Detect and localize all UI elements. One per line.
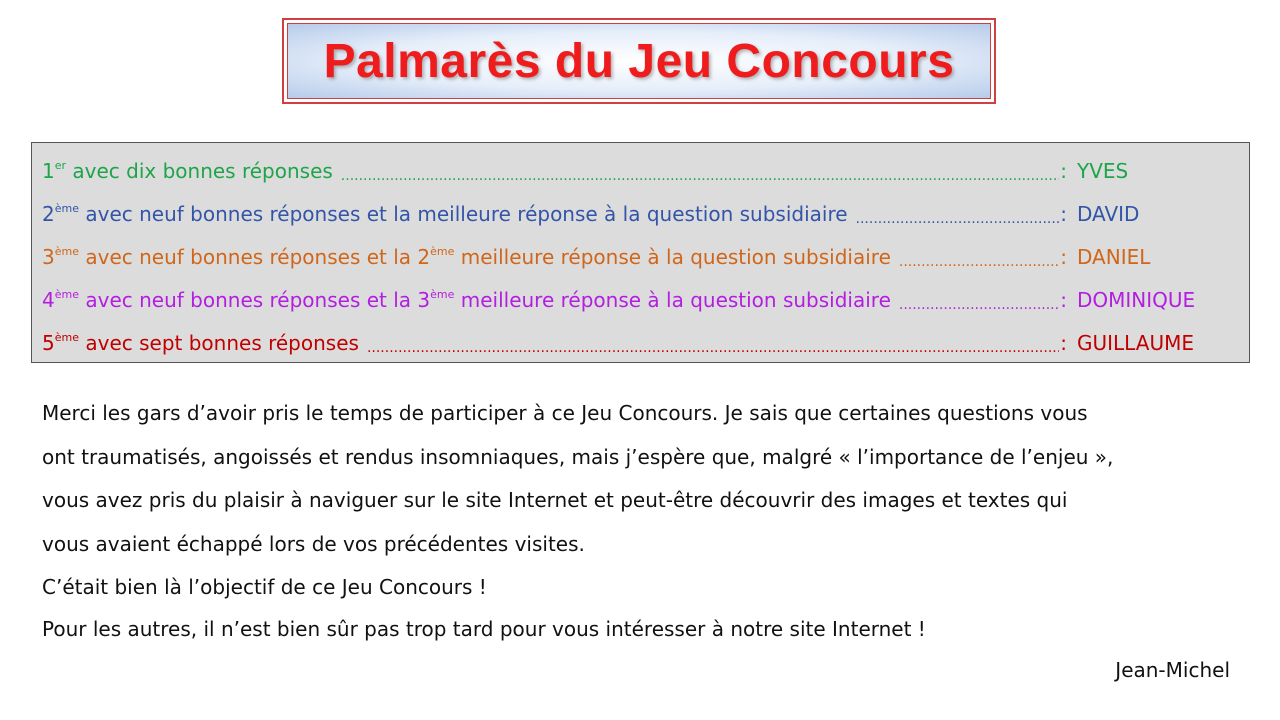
dot-leader [899, 249, 1059, 269]
title-banner-inner [287, 23, 991, 99]
message-line: Merci les gars d’avoir pris le temps de participer à ce Jeu Concours. Je sais que certaines questions vous [42, 401, 1088, 425]
ranking-row-4 [42, 278, 1249, 321]
separator: : [1060, 330, 1067, 355]
ranking-label-1: 1er avec dix bonnes réponses [42, 158, 333, 183]
thank-you-message [42, 392, 1242, 650]
winner-name-5: GUILLAUME [1077, 330, 1194, 355]
message-line: ont traumatisés, angoissés et rendus insomniaques, mais j’espère que, malgré « l’importance de l’enjeu », [42, 444, 1114, 469]
winner-name-4: DOMINIQUE [1077, 287, 1196, 312]
ranking-label-3: 3ème avec neuf bonnes réponses et la 2ème meilleure réponse à la question subsidiaire [42, 244, 891, 269]
page-title: Palmarès du Jeu Concours [323, 34, 955, 88]
dot-leader [856, 206, 1060, 226]
winner-name-2: DAVID [1077, 201, 1140, 226]
message-line: Pour les autres, il n’est bien sûr pas trop tard pour vous intéresser à notre site Internet ! [42, 617, 926, 641]
message-line: vous avez pris du plaisir à naviguer sur le site Internet et peut-être découvrir des images et textes qui [42, 488, 1068, 512]
dot-leader [367, 335, 1059, 355]
dot-leader [899, 292, 1059, 312]
ranking-label-2: 2ème avec neuf bonnes réponses et la meilleure réponse à la question subsidiaire [42, 201, 848, 226]
ranking-row-2 [42, 192, 1249, 235]
ranking-row-5 [42, 321, 1249, 364]
ranking-label-5: 5ème avec sept bonnes réponses [42, 330, 359, 355]
winner-name-3: DANIEL [1077, 244, 1151, 269]
title-banner [282, 18, 996, 104]
message-line: C’était bien là l’objectif de ce Jeu Concours ! [42, 575, 487, 599]
separator: : [1060, 201, 1067, 226]
separator: : [1060, 158, 1067, 183]
separator: : [1060, 244, 1067, 269]
dot-leader [341, 163, 1059, 183]
ranking-label-4: 4ème avec neuf bonnes réponses et la 3ème meilleure réponse à la question subsidiaire [42, 287, 891, 312]
message-line: vous avaient échappé lors de vos précédentes visites. [42, 531, 585, 556]
signature: Jean-Michel [1115, 658, 1230, 682]
winner-name-1: YVES [1077, 158, 1129, 183]
ranking-table [31, 142, 1250, 363]
ranking-row-1 [42, 149, 1249, 192]
ranking-row-3 [42, 235, 1249, 278]
separator: : [1060, 287, 1067, 312]
